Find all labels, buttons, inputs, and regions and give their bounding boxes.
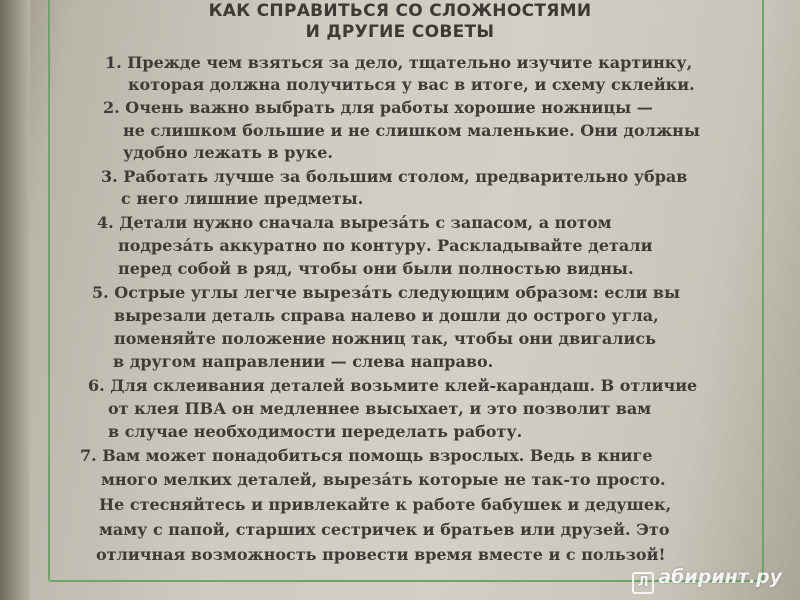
tip-4-line-1: 4. Детали нужно сначала вырезáть с запасом, а потом: [97, 213, 612, 232]
tip-5-line-3: поменяйте положение ножниц так, чтобы они двигались: [114, 329, 656, 348]
labirint-logo-icon: Л: [632, 572, 654, 594]
tip-5-number: 5.: [92, 283, 109, 302]
tip-7-line-1: 7. Вам может понадобиться помощь взрослых. Ведь в книге: [80, 446, 653, 465]
heading-line-1: КАК СПРАВИТЬСЯ СО СЛОЖНОСТЯМИ: [208, 1, 592, 21]
tip-1-number: 1.: [105, 53, 122, 72]
tip-4-number: 4.: [97, 213, 114, 232]
tip-5-line-1: 5. Острые углы легче вырезáть следующим образом: если вы: [92, 283, 681, 302]
tip-7-line-4: маму с папой, старших сестричек и братьев или друзей. Это: [99, 520, 670, 539]
tip-2-number: 2.: [103, 98, 120, 117]
tip-2-line-2: не слишком большие и не слишком маленькие. Они должны: [123, 121, 700, 140]
tip-3-line-2: с него лишние предметы.: [121, 189, 364, 208]
tip-3-line-1: 3. Работать лучше за большим столом, предварительно убрав: [101, 167, 688, 186]
tip-2-line-3: удобно лежать в руке.: [123, 143, 333, 162]
tip-4-line-2: подрезáть аккуратно по контуру. Раскладывайте детали: [118, 236, 653, 255]
tip-3-number: 3.: [101, 167, 118, 186]
tip-6-line-3: в случае необходимости переделать работу.: [108, 422, 523, 441]
tip-5-line-2: вырезали деталь справа налево и дошли до острого угла,: [114, 306, 659, 325]
tip-7-line-2: много мелких деталей, вырезáть которые не так-то просто.: [101, 470, 666, 489]
tip-4-line-3: перед собой в ряд, чтобы они были полностью видны.: [118, 259, 634, 278]
tip-1-line-1: 1. Прежде чем взяться за дело, тщательно изучите картинку,: [105, 53, 693, 72]
tip-5-line-4: в другом направлении — слева направо.: [113, 352, 494, 371]
tip-7-line-5: отличная возможность провести время вместе и с пользой!: [96, 545, 666, 564]
tip-6-line-1: 6. Для склеивания деталей возьмите клей-карандаш. В отличие: [88, 376, 698, 395]
tip-1-line-2: которая должна получиться у вас в итоге, и схему склейки.: [128, 75, 695, 94]
heading-line-2: И ДРУГИЕ СОВЕТЫ: [305, 22, 495, 42]
tip-7-line-3: Не стесняйтесь и привлекайте к работе бабушек и дедушек,: [99, 495, 672, 514]
labirint-watermark: [632, 566, 782, 594]
tip-2-line-1: 2. Очень важно выбрать для работы хорошие ножницы —: [103, 98, 653, 117]
watermark-text: абиринт.ру: [658, 566, 782, 588]
page-shadow-edge: [0, 0, 30, 600]
tip-7-number: 7.: [80, 446, 97, 465]
tip-6-number: 6.: [88, 376, 105, 395]
tip-6-line-2: от клея ПВА он медленнее высыхает, и это позволит вам: [108, 399, 652, 418]
